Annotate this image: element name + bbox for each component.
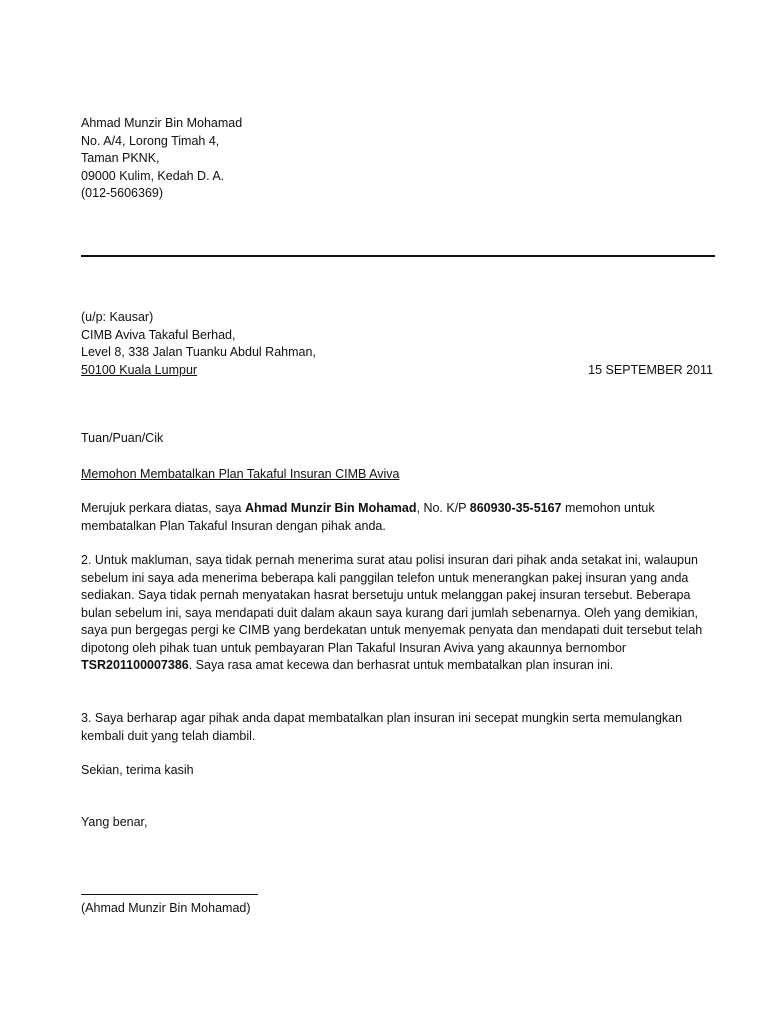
yours-sincerely: Yang benar, [81, 815, 148, 829]
salutation: Tuan/Puan/Cik [81, 431, 164, 445]
sender-address-block [81, 115, 242, 203]
paragraph-1-text: , No. K/P [416, 501, 470, 515]
sender-name-bold: Ahmad Munzir Bin Mohamad [244, 501, 417, 515]
recipient-attention: (u/p: Kausar) [81, 310, 154, 324]
paragraph-3: 3. Saya berharap agar pihak anda dapat membatalkan plan insuran ini secepat mungkin serta memulangkan kembali duit yang telah diambil. [81, 711, 683, 743]
sender-phone: (012-5606369) [81, 186, 164, 200]
paragraph-1-text: memohon untuk membatalkan Plan Takaful Insuran dengan pihak anda. [81, 501, 655, 533]
sender-address-line: Taman PKNK, [81, 151, 160, 165]
recipient-company: CIMB Aviva Takaful Berhad, [81, 327, 236, 342]
letter-date: 15 SEPTEMBER 2011 [588, 363, 713, 377]
recipient-city-line: 50100 Kuala Lumpur [81, 362, 198, 377]
paragraph-2-text: . Saya rasa amat kecewa dan berhasrat untuk membatalkan plan insuran ini. [188, 658, 614, 672]
paragraph-1-text: Merujuk perkara diatas, saya [81, 501, 245, 515]
paragraph-1 [81, 500, 717, 535]
recipient-address-line: Level 8, 338 Jalan Tuanku Abdul Rahman, [81, 345, 316, 359]
paragraph-2 [81, 552, 717, 675]
header-divider [81, 255, 715, 257]
letter-subject: Memohon Membatalkan Plan Takaful Insuran CIMB Aviva [81, 467, 400, 481]
closing-remark: Sekian, terima kasih [81, 763, 194, 777]
signature-name: (Ahmad Munzir Bin Mohamad) [81, 901, 251, 915]
recipient-address-block [81, 309, 316, 379]
sender-address-line: 09000 Kulim, Kedah D. A. [81, 168, 225, 183]
ic-number: 860930-35-5167 [469, 501, 562, 515]
paragraph-2-text: 2. Untuk makluman, saya tidak pernah menerima surat atau polisi insuran dari pihak anda setakat ini, walaupun sebelum ini saya ada menerima beberapa kali panggilan telefon untuk menerangkan pakej insuran yang anda sediakan. Saya tidak pernah menyatakan hasrat bersetuju untuk melanggan pakej insuran tersebut. Beberapa bulan sebelum ini, saya mendapati duit dalam akaun saya kurang dari jumlah sebenarnya. Oleh yang demikian, saya pun bergegas pergi ke CIMB yang berdekatan untuk menyemak penyata dan mendapati duit tersebut telah dipotong oleh pihak tuan untuk pembayaran Plan Takaful Insuran Aviva yang akaunnya bernombor [81, 553, 703, 655]
signature-line [81, 894, 258, 895]
account-number: TSR201100007386 [81, 658, 189, 672]
sender-name: Ahmad Munzir Bin Mohamad [81, 116, 243, 130]
sender-address-line: No. A/4, Lorong Timah 4, [81, 133, 220, 148]
